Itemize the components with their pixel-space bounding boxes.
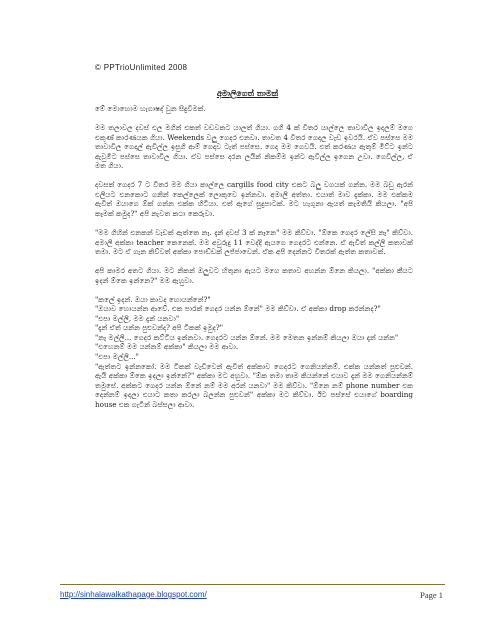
page-number: Page 1 <box>420 590 443 600</box>
paragraph: මේ මොහොම හැගාෂද් වුන සිදුවීමක්. <box>95 104 206 113</box>
dialogue-line: "එපා මල්ලි..." <box>95 351 139 361</box>
copyright-header: © PPTrioUnlimited 2008 <box>95 63 188 72</box>
footer-blog-link[interactable]: http://sinhalawalkathapage.blogspot.com/ <box>60 590 207 599</box>
story-title: අමාලිගෙත් තාමක් <box>216 88 279 98</box>
dialogue-line: "ඇත්තට ඉන්නකෝ. මම ටිකක් වැඩිවෙන් ඇවිත් අක්කාව ගෙදරට ගෙනියන්නම්. එක්ක යන්නත් පුළුවන්. ඇයි අක්කා ඕකෙ ඉදලා ඉන්නේ?" අක්කා මට අහුවා. "ඕක තමා තාම කියන්නේ එයාව දැන් මම ගෙනියන්නම් තමුසේ. අක්කට ගෙදර යන්න ඕනේ නම් මම අරන් යනවා" මම කිව්වා. "ඕනෙ නම් phone number එක දෙන්නම් ඉදලා එයාට කතා කරලා බලන්න පුළුවන්" අක්කා මට කිව්වා. ඊට පස්සේ එයාගේ boarding house එක ගැටින් බස්සලා ආවා. <box>95 361 413 409</box>
story-body <box>95 104 413 409</box>
footer-divider <box>60 584 445 585</box>
paragraph: මම තලාවල දවස් එල මගින් එකත් වඩවකට යාලත් ගියා. ගගී 4 ක් විතර යාල්ලෙ තාවාවිල ඉදලම් මගෙ එකුණ් කාරණයක ගියා. Weekends වලු ගෙදර එනවා. තාවත 4 විතර ගෙදල වැඩ ඉවරයි. ඒව පස්සෙ මම තාවාවිල ගෙදාල් ඇවිල්ල ඉසුගි ආම් ගෙදාව ටැත් පස්සෙ. ගෙද මම ගෙවයි. එත් කරණය ඇතුම් මිට්ට ඉන්ට ඇවුමිට පස්සෙ තාවාවිල ගියා. ඒව පස්සෙ දරන ලයින් නිකම්ම ඉන්ට ඇවිල්ල ඉගෙන උවා. ගෙවිල්ල, ඒ මත ගියා. <box>95 123 413 171</box>
dialogue-line: "කලේ ඉදන්. ඔයා කාවද හොයන්නේ?" <box>95 294 211 304</box>
dialogue-line: "නෑ මල්ලි... ගෙදර කට්ටිය ඉන්නවා. ගෙදරට යන්න ඕනේ. මම මෙතන ඉන්නම් කියලා ඔයා දැන් යන්න" <box>95 332 399 342</box>
dialogue-line: "ඔයාව හොයන්න ආවේ. එක පාරක් ගෙදර යන්න ඕනේ" මම කිව්වා. ඒ අක්කා drop කරන්නද?" <box>95 304 381 314</box>
dialogue-line: "එහෙනම් මම යන්නම් අක්කා" කියලා මම ආවා. <box>95 342 239 352</box>
dialogue-line: "එපා මල්ලි, මම දැන් යනවා" <box>95 313 180 323</box>
dialogue-line: "දැන් ඒත් යන්න පුළුවන්ද? අපි ටිකක් ඉමුද?" <box>95 323 224 333</box>
paragraph: දවසක් ගෙදර 7 ට විතර මම ගියා කාල්ලෙ cargills food city එකට බලු වගයක් ගන්න. මම බඩු ඇරන් එලියට එනකොට ගනින් කෙල්ලෙක් ලොකුවෙ ඉන්නවා. අමාලි අත්තා. එයාත් මාව දැක්කා. මම එක්කම ඇවිත් ඔයාගෙ ඕක් ගන්න එක්ක හිටියා. එත් ඇගේ සුදුපාටක්. මට හැගුනා ඇයත් කැමතියි කියලා. "අපි කෑමක් කමුද?" අපි නැවත කථා කෙරුවා. <box>95 180 413 218</box>
paragraph: අපි කාමර අතට ගියා. මට නිකන් ඔලුවට හිතුනා ඇයට මගෙ කතාව අහන්න ඕනෙ කියලා. "අක්කා කීයට ඉදන් ඕකෙ ඉන්නෙ?" මම ඇහුවා. <box>95 266 413 285</box>
paragraph: "මම ගිහින් එනකන් වැඩක් ඇත්තෙ නෑ. දැන් දවස් 3 ක් නෑනෙ" මම කිව්වා. "ඕකෙ ගෙදර ලේසි නෑ" කිව්වා. අමාලි අක්කා teacher කෙනෙක්. මම අවුරුදු 11 වෙද්දි ඇයගෙ ගෙදරට එන්නෙ. ඒ ඇවිත් කල්ලි කතාවක් තමා. මට ඒ ගැන කිව්වත් අක්කා පොඩ්ඩක් ලජ්ජාවෙන්. ඒක අපි දෙන්නට විතරක් ඇත්ත කතාවක්. <box>95 227 413 257</box>
